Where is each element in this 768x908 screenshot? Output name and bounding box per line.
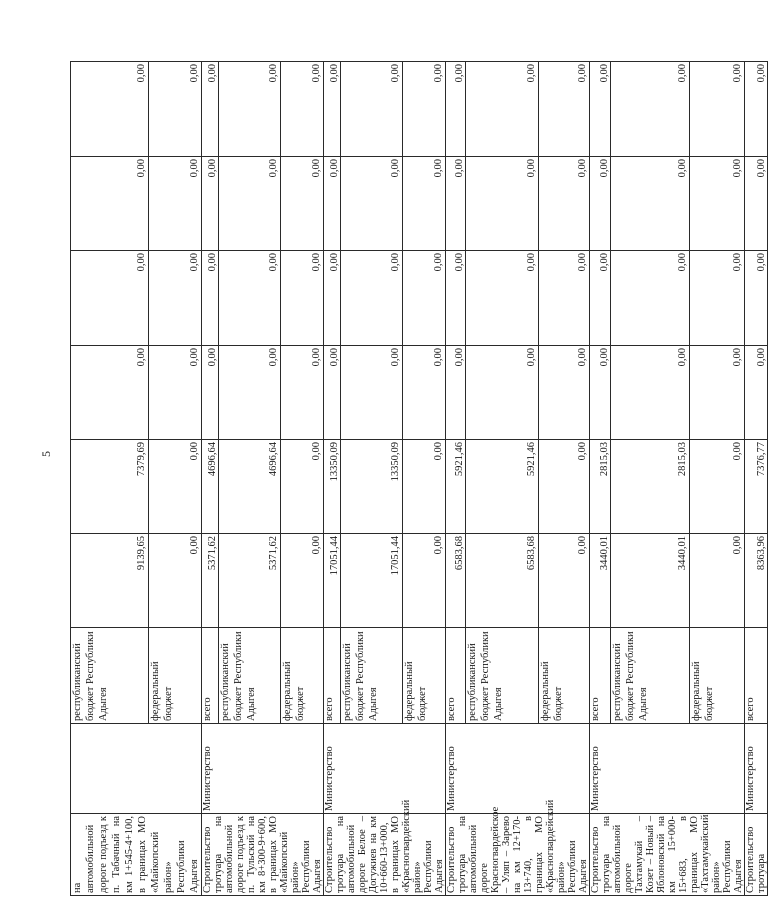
amount-cell: 0,00 <box>539 157 590 251</box>
funding-source-cell: республиканский бюджет Республики Адыгея <box>465 628 539 724</box>
table-row <box>590 62 611 896</box>
object-cell: Строительство тротуара <box>745 814 768 896</box>
amount-cell: 0,00 <box>403 157 446 251</box>
table-row <box>745 62 768 896</box>
amount-cell: 0,00 <box>218 346 280 440</box>
amount-cell: 0,00 <box>690 534 745 628</box>
amount-cell: 0,00 <box>324 251 341 346</box>
funding-source-cell: федеральный бюджет <box>403 628 446 724</box>
object-cell: Строительство тротуара на автомобильной дороге Красногвардейское – Уляп – Зарево на км 12+170-13+740, в границах МО «Красногвардейский район» Республики Адыгея <box>446 814 590 896</box>
amount-cell: 0,00 <box>745 251 768 346</box>
table-row <box>202 62 219 896</box>
amount-cell: 0,00 <box>590 251 611 346</box>
amount-cell: 0,00 <box>590 346 611 440</box>
executor-cell: Министерство <box>202 724 324 814</box>
amount-cell: 6583,68 <box>465 534 539 628</box>
amount-cell: 0,00 <box>590 157 611 251</box>
amount-cell: 0,00 <box>148 157 201 251</box>
amount-cell: 17051,44 <box>340 534 402 628</box>
object-cell: Строительство тротуара на автомобильной дороге Тахтамукай – Козет – Новый – Яблоновский на км 15+000-15+683, в границах МО «Тахтамукайский район» Республики Адыгея <box>590 814 745 896</box>
amount-cell: 0,00 <box>148 346 201 440</box>
amount-cell: 0,00 <box>690 62 745 157</box>
amount-cell: 0,00 <box>539 534 590 628</box>
amount-cell: 0,00 <box>745 346 768 440</box>
funding-source-cell: всего <box>202 628 219 724</box>
amount-cell: 3440,01 <box>590 534 611 628</box>
amount-cell: 0,00 <box>446 251 466 346</box>
table-row <box>71 62 149 896</box>
amount-cell: 0,00 <box>71 62 149 157</box>
amount-cell: 0,00 <box>611 251 690 346</box>
amount-cell: 0,00 <box>340 157 402 251</box>
amount-cell: 7379,69 <box>71 440 149 534</box>
object-cell: Строительство тротуара на автомобильной дороге Белое – Догужиев на км 10+660-13+000, в границах МО «Красногвардейский район» Республики Адыгея <box>324 814 446 896</box>
amount-cell: 0,00 <box>539 251 590 346</box>
amount-cell: 4696,64 <box>218 440 280 534</box>
amount-cell: 5371,62 <box>218 534 280 628</box>
object-cell: на автомобильной дороге подъезд к п. Табачный на км 1+545-4+100, в границах МО «Майкопский район» Республики Адыгея <box>71 814 202 896</box>
funding-source-cell: республиканский бюджет Республики Адыгея <box>340 628 402 724</box>
amount-cell: 17051,44 <box>324 534 341 628</box>
amount-cell: 0,00 <box>690 346 745 440</box>
amount-cell: 0,00 <box>403 440 446 534</box>
funding-source-cell: всего <box>446 628 466 724</box>
amount-cell: 8363,96 <box>745 534 768 628</box>
budget-table <box>70 61 768 896</box>
executor-cell: Министерство <box>324 724 446 814</box>
amount-cell: 0,00 <box>446 62 466 157</box>
executor-cell: Министерство <box>745 724 768 814</box>
amount-cell: 0,00 <box>71 157 149 251</box>
amount-cell: 0,00 <box>403 251 446 346</box>
amount-cell: 0,00 <box>340 62 402 157</box>
funding-source-cell: республиканский бюджет Республики Адыгея <box>218 628 280 724</box>
amount-cell: 0,00 <box>71 251 149 346</box>
amount-cell: 0,00 <box>745 62 768 157</box>
page-number: 5 <box>39 451 53 457</box>
amount-cell: 2815,03 <box>590 440 611 534</box>
amount-cell: 0,00 <box>324 62 341 157</box>
amount-cell: 0,00 <box>465 62 539 157</box>
funding-source-cell: всего <box>324 628 341 724</box>
table-body <box>71 62 768 896</box>
amount-cell: 0,00 <box>202 346 219 440</box>
amount-cell: 0,00 <box>465 157 539 251</box>
amount-cell: 7376,77 <box>745 440 768 534</box>
amount-cell: 0,00 <box>148 534 201 628</box>
amount-cell: 0,00 <box>611 346 690 440</box>
amount-cell: 0,00 <box>465 251 539 346</box>
amount-cell: 0,00 <box>465 346 539 440</box>
amount-cell: 0,00 <box>218 62 280 157</box>
funding-source-cell: республиканский бюджет Республики Адыгея <box>611 628 690 724</box>
amount-cell: 0,00 <box>539 440 590 534</box>
funding-source-cell: республиканский бюджет Республики Адыгея <box>71 628 149 724</box>
amount-cell: 0,00 <box>745 157 768 251</box>
amount-cell: 0,00 <box>690 251 745 346</box>
amount-cell: 0,00 <box>281 440 324 534</box>
funding-source-cell: федеральный бюджет <box>690 628 745 724</box>
amount-cell: 0,00 <box>324 346 341 440</box>
amount-cell: 0,00 <box>202 251 219 346</box>
amount-cell: 0,00 <box>403 534 446 628</box>
amount-cell: 5921,46 <box>465 440 539 534</box>
amount-cell: 5921,46 <box>446 440 466 534</box>
amount-cell: 0,00 <box>590 62 611 157</box>
amount-cell: 9139,65 <box>71 534 149 628</box>
funding-source-cell: всего <box>590 628 611 724</box>
amount-cell: 0,00 <box>218 157 280 251</box>
amount-cell: 0,00 <box>690 157 745 251</box>
amount-cell: 0,00 <box>202 62 219 157</box>
amount-cell: 0,00 <box>539 62 590 157</box>
funding-source-cell: всего <box>745 628 768 724</box>
amount-cell: 0,00 <box>281 346 324 440</box>
amount-cell: 0,00 <box>611 157 690 251</box>
funding-source-cell: федеральный бюджет <box>539 628 590 724</box>
executor-cell <box>71 724 202 814</box>
amount-cell: 0,00 <box>281 157 324 251</box>
amount-cell: 0,00 <box>148 251 201 346</box>
amount-cell: 0,00 <box>148 62 201 157</box>
amount-cell: 0,00 <box>281 62 324 157</box>
amount-cell: 0,00 <box>148 440 201 534</box>
funding-source-cell: федеральный бюджет <box>148 628 201 724</box>
executor-cell: Министерство <box>590 724 745 814</box>
amount-cell: 0,00 <box>340 346 402 440</box>
rotated-sheet <box>70 62 767 896</box>
amount-cell: 0,00 <box>202 157 219 251</box>
amount-cell: 0,00 <box>690 440 745 534</box>
amount-cell: 0,00 <box>324 157 341 251</box>
amount-cell: 4696,64 <box>202 440 219 534</box>
amount-cell: 0,00 <box>340 251 402 346</box>
amount-cell: 0,00 <box>446 157 466 251</box>
amount-cell: 5371,62 <box>202 534 219 628</box>
table-row <box>446 62 466 896</box>
amount-cell: 6583,68 <box>446 534 466 628</box>
table-row <box>324 62 341 896</box>
amount-cell: 0,00 <box>218 251 280 346</box>
object-cell: Строительство тротуара на автомобильной дороге подъезд к п. Тульский на км 8+300-9+600, в границах МО «Майкопский район» Республики Адыгея <box>202 814 324 896</box>
amount-cell: 0,00 <box>403 346 446 440</box>
amount-cell: 2815,03 <box>611 440 690 534</box>
amount-cell: 0,00 <box>611 62 690 157</box>
funding-source-cell: федеральный бюджет <box>281 628 324 724</box>
amount-cell: 0,00 <box>403 62 446 157</box>
executor-cell: Министерство <box>446 724 590 814</box>
amount-cell: 0,00 <box>71 346 149 440</box>
amount-cell: 0,00 <box>446 346 466 440</box>
amount-cell: 13350,09 <box>340 440 402 534</box>
amount-cell: 3440,01 <box>611 534 690 628</box>
amount-cell: 0,00 <box>281 534 324 628</box>
amount-cell: 0,00 <box>539 346 590 440</box>
amount-cell: 0,00 <box>281 251 324 346</box>
amount-cell: 13350,09 <box>324 440 341 534</box>
